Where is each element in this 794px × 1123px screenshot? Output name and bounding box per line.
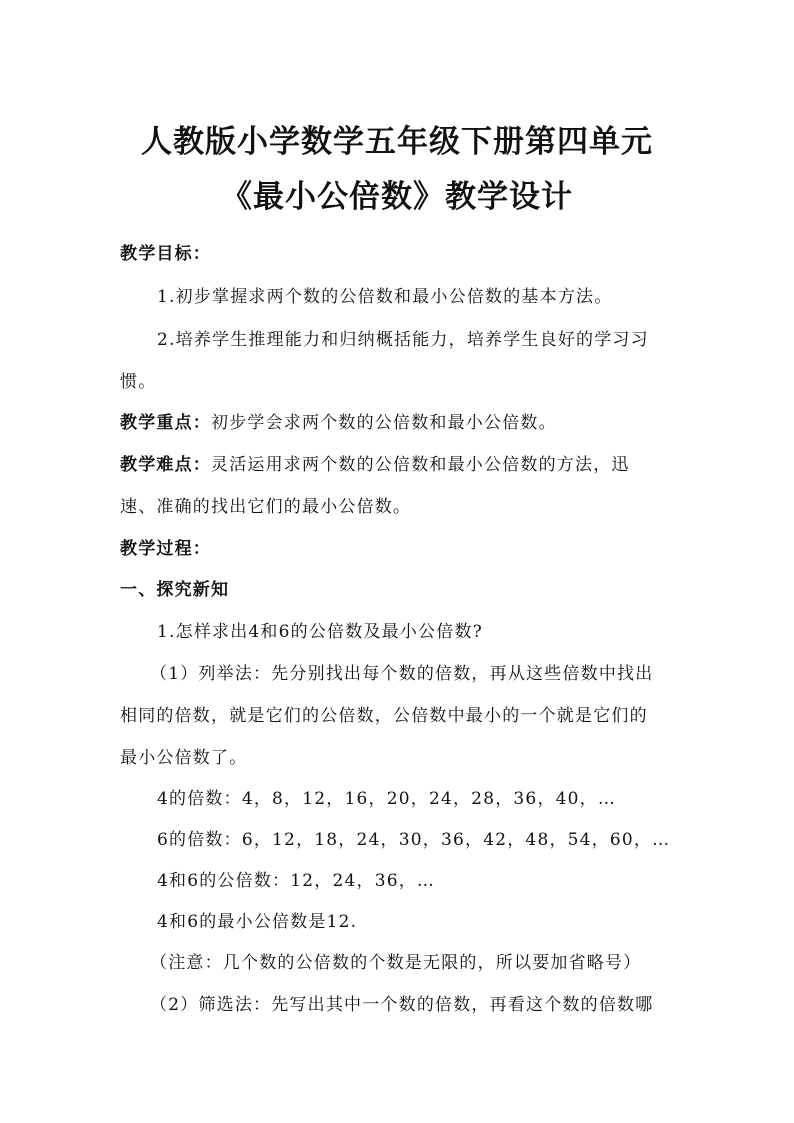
goals-heading: 教学目标： xyxy=(120,244,211,264)
section-1-heading: 一、探究新知 xyxy=(120,580,230,600)
method-1-line-3: 最小公倍数了。 xyxy=(120,748,248,768)
common-multiples: 4和6的公倍数：12，24，36，… xyxy=(157,871,436,891)
question-1: 1.怎样求出4和6的公倍数及最小公倍数? xyxy=(157,622,483,642)
least-common-multiple: 4和6的最小公倍数是12. xyxy=(157,912,358,932)
goal-1: 1.初步掌握求两个数的公倍数和最小公倍数的基本方法。 xyxy=(157,287,613,307)
difficulty-point xyxy=(120,450,680,475)
key-point-label: 教学重点： xyxy=(120,413,211,433)
multiples-of-6: 6的倍数：6，12，18，24，30，36，42，48，54，60，… xyxy=(157,830,671,850)
document-title-line-2: 《最小公倍数》教学设计 xyxy=(221,179,573,215)
difficulty-text-line-2: 速、准确的找出它们的最小公倍数。 xyxy=(120,497,412,517)
document-title-line-1: 人教版小学数学五年级下册第四单元 xyxy=(141,124,653,160)
process-heading: 教学过程： xyxy=(120,539,211,559)
difficulty-text-line-1: 灵活运用求两个数的公倍数和最小公倍数的方法，迅 xyxy=(211,455,630,475)
note: （注意：几个数的公倍数的个数是无限的，所以要加省略号） xyxy=(150,953,642,973)
difficulty-label: 教学难点： xyxy=(120,455,211,475)
key-point xyxy=(120,408,680,433)
goal-2-line-1: 2.培养学生推理能力和归纳概括能力，培养学生良好的学习习 xyxy=(157,330,649,350)
method-1-line-1: （1）列举法：先分别找出每个数的倍数，再从这些倍数中找出 xyxy=(150,664,654,684)
goal-2-line-2: 惯。 xyxy=(120,372,157,392)
method-1-line-2: 相同的倍数，就是它们的公倍数，公倍数中最小的一个就是它们的 xyxy=(120,706,648,726)
method-2-line-1: （2）筛选法：先写出其中一个数的倍数，再看这个数的倍数哪 xyxy=(150,995,654,1015)
multiples-of-4: 4的倍数：4，8，12，16，20，24，28，36，40，… xyxy=(157,789,617,809)
key-point-text: 初步学会求两个数的公倍数和最小公倍数。 xyxy=(211,413,557,433)
